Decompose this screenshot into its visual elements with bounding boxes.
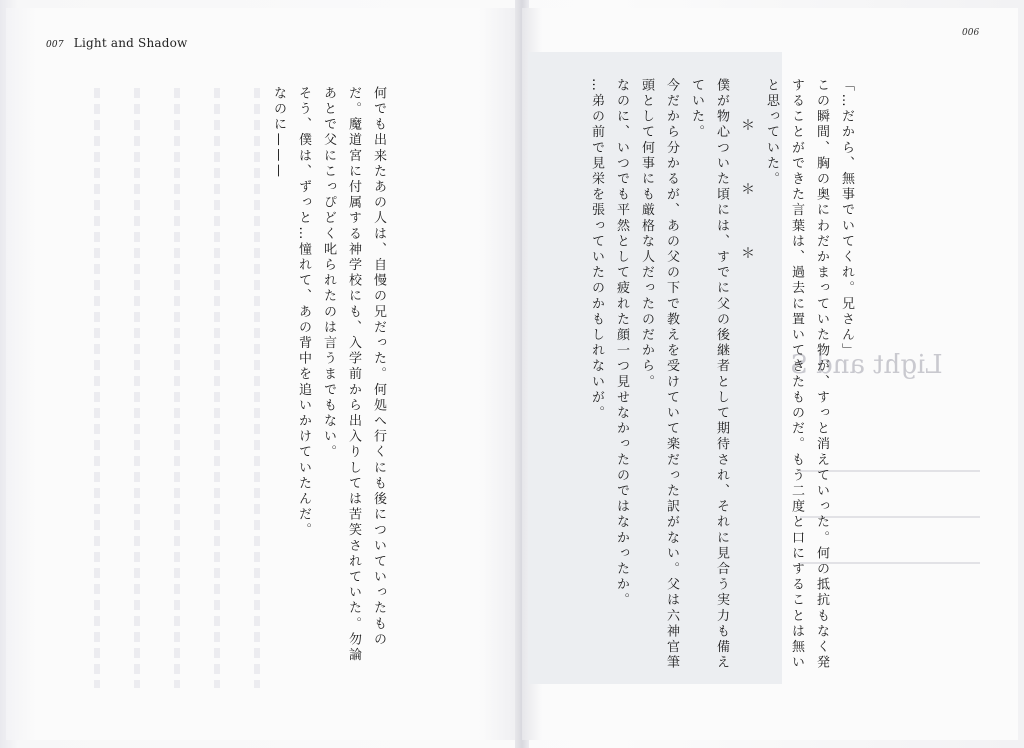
- paragraph: 何でも出来たあの人は、自慢の兄だった。何処へ行くにも後についていったものだ。魔道宮に付属する神学校にも、入学前から出入りしては苦笑されていた。勿論あとで父にこっぴどく叱られたのは言うまでもない。: [321, 86, 386, 664]
- paragraph: 「…だから、無事でいてくれ。兄さん」: [839, 78, 854, 359]
- paragraph: この瞬間、胸の奥にわだかまっていた物が、すっと消えていった。何の抵抗もなく発することができた言葉は、過去に置いてきたものだ。もう二度と口にすることは無いと思っていた。: [764, 78, 829, 671]
- running-title: Light and Shadow: [73, 36, 188, 50]
- paragraph: 僕が物心ついた頃には、すでに父の後継者として期待され、それに見合う実力も備えていた。: [689, 78, 729, 671]
- running-header: [46, 36, 188, 50]
- show-through-text: [174, 88, 180, 688]
- paragraph: 今だから分かるが、あの父の下で教えを受けていて楽だった訳がない。父は六神官筆頭として何事にも厳格な人だったのだから。: [639, 78, 679, 671]
- show-through-title: Light and S: [790, 350, 943, 380]
- paragraph: …弟の前で見栄を張っていたのかもしれないが。: [589, 78, 604, 422]
- paragraph: なのに、いつでも平然として疲れた顔一つ見せなかったのではなかったか。: [614, 78, 629, 609]
- left-page: [6, 8, 520, 740]
- show-through-text: [254, 88, 260, 688]
- section-break: ＊ ＊ ＊: [739, 118, 755, 278]
- show-through-text: [134, 88, 140, 688]
- left-page-body: [266, 86, 391, 666]
- page-number-right: 006: [962, 28, 980, 38]
- paragraph: なのに———: [271, 86, 286, 180]
- paragraph: そう、僕は、ずっと…憧れて、あの背中を追いかけていたんだ。: [296, 86, 311, 539]
- right-page-body: [584, 78, 859, 678]
- page-number-left: 007: [46, 40, 64, 50]
- show-through-text: [214, 88, 220, 688]
- show-through-text: [94, 88, 100, 688]
